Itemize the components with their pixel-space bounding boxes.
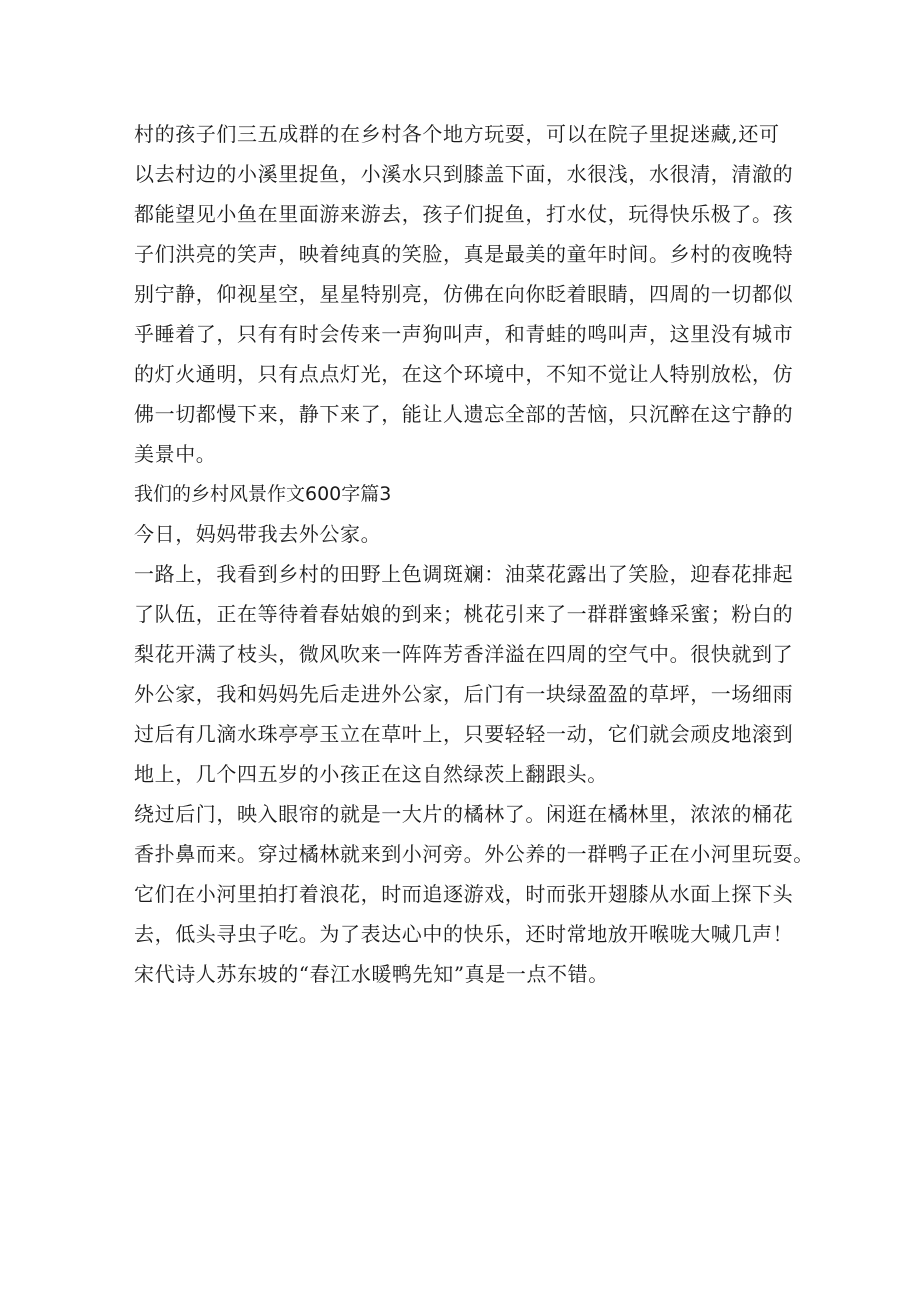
text-line: 美景中。	[134, 442, 217, 466]
text-line: 都能望见小鱼在里面游来游去，孩子们捉鱼，打水仗，玩得快乐极了。孩	[134, 202, 794, 226]
paragraph	[134, 794, 814, 994]
text-line: 它们在小河里拍打着浪花，时而追逐游戏，时而张开翅膝从水面上探下头	[134, 882, 794, 906]
text-line: 绕过后门，映入眼帘的就是一大片的橘林了。闲逛在橘林里，浓浓的桶花	[134, 802, 794, 826]
paragraph	[134, 114, 794, 474]
text-line: 乎睡着了，只有有时会传来一声狗叫声，和青蛙的鸣叫声，这里没有城市	[134, 322, 794, 346]
text-line: 村的孩子们三五成群的在乡村各个地方玩耍，可以在院子里捉迷藏,还可	[134, 122, 780, 146]
paragraph	[134, 514, 794, 554]
document-body	[134, 114, 814, 994]
text-line: 的灯火通明，只有点点灯光，在这个环境中，不知不觉让人特别放松，仿	[134, 362, 794, 386]
text-line: 子们洪亮的笑声，映着纯真的笑脸，真是最美的童年时间。乡村的夜晚特	[134, 242, 794, 266]
section-heading: 我们的乡村风景作文600字篇3	[134, 483, 392, 505]
text-line: 一路上，我看到乡村的田野上色调斑斓：油菜花露出了笑脸，迎春花排起	[134, 562, 794, 586]
text-line: 过后有几滴水珠亭亭玉立在草叶上，只要轻轻一动，它们就会顽皮地滚到	[134, 722, 794, 746]
paragraph	[134, 554, 794, 794]
text-line: 地上，几个四五岁的小孩正在这自然绿茨上翻跟头。	[134, 762, 608, 786]
text-line: 今日，妈妈带我去外公家。	[134, 522, 382, 546]
text-line: 了队伍，正在等待着春姑娘的到来；桃花引来了一群群蜜蜂采蜜；粉白的	[134, 602, 794, 626]
text-line: 以去村边的小溪里捉鱼，小溪水只到膝盖下面，水很浅，水很清，清澈的	[134, 162, 794, 186]
text-line: 佛一切都慢下来，静下来了，能让人遗忘全部的苦恼，只沉醉在这宁静的	[134, 402, 794, 426]
text-line: 宋代诗人苏东坡的“春江水暖鸭先知”真是一点不错。	[134, 962, 609, 986]
text-line: 去，低头寻虫子吃。为了表达心中的快乐，还时常地放开喉咙大喊几声！	[134, 922, 794, 946]
text-line: 梨花开满了枝头，微风吹来一阵阵芳香洋溢在四周的空气中。很快就到了	[134, 642, 794, 666]
text-line: 外公家，我和妈妈先后走进外公家，后门有一块绿盈盈的草坪，一场细雨	[134, 682, 794, 706]
text-line: 别宁静，仰视星空，星星特别亮，仿佛在向你眨着眼睛，四周的一切都似	[134, 282, 794, 306]
text-line: 香扑鼻而来。穿过橘林就来到小河旁。外公养的一群鸭子正在小河里玩耍。	[134, 842, 814, 866]
